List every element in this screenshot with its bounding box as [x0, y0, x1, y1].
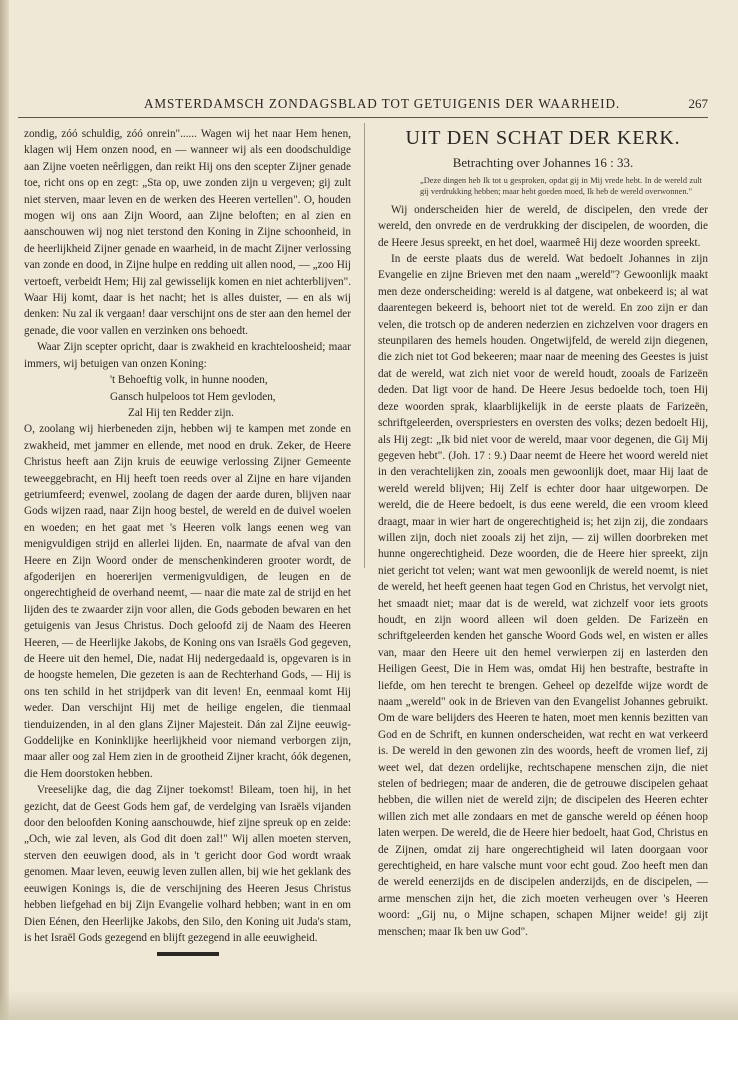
column-divider: [364, 123, 365, 568]
psalm-verse: [24, 372, 351, 421]
left-paragraph-2: Waar Zijn scepter opricht, daar is zwakheid en krachteloosheid; maar immers, wij betuigen van onzen Koning:: [24, 341, 351, 370]
page-bottom-shade: [0, 990, 738, 1020]
header-rule: [18, 117, 708, 118]
verse-line: Gansch hulpeloos tot Hem gevloden,: [110, 390, 276, 403]
left-paragraph-4: Vreeselijke dag, die dag Zijner toekomst! Bileam, toen hij, in het gezicht, dat de Geest Gods hem gaf, de verdelging van Israëls vijanden door den beloofden Koning aanschouwde, hief zijne spreuk op en zeide: „Och, wie zal leven, als God dit doen zal!" Wij allen moeten sterven, sterven den eeuwigen dood, als in 't gericht door God wordt wraak genomen. Maar leven, eeuwig leven zullen allen, bij wie het geklank des eeuwigen Konings is, die de verschijning des Heeren Jesus Christus hebben liefgehad en bij Zijn Evangelie volhard hebben; want in en om Dien Eénen, den Heerlijke Jakobs, den Silo, den Koning uit Juda's stam, is het Israël Gods gezegend en blijft gezegend in alle eeuwigheid.: [24, 784, 351, 944]
article-subtitle: Betrachting over Johannes 16 : 33.: [452, 155, 634, 170]
right-paragraph-1: Wij onderscheiden hier de wereld, de discipelen, den vrede der wereld, den onvrede en de verdrukking der discipelen, de woorden, die de Heere Jesus spreekt, en het doel, waarmeê Hij deze woorden spreekt.: [378, 203, 708, 249]
running-title: AMSTERDAMSCH ZONDAGSBLAD TOT GETUIGENIS DER WAARHEID.: [144, 96, 621, 111]
left-column: [24, 126, 351, 956]
left-paragraph-1: zondig, zóó schuldig, zóó onrein"...... Wagen wij het naar Hem henen, klagen wij Hem onzen nood, en — wanneer wij als een doodschuldige aan Zijne voeten neêrliggen, dan reikt Hij ons den scepter Zijner genade toe, richt ons op en zegt: „Sta op, uwe zonden zijn u vergeven; gij zult niet sterven, maar leven en de werken des Heeren vertellen". O, houden mogen wij ons aan Zijn Woord, aan Zijne beloften; en al zien en aanschouwen wij nog niet terstond den Koning in Zijne schoonheid, in de heerlijkheid Zijner genade en waarheid, in de macht Zijner verlossing van zonde en dood, in Zijne hulpe en redding uit allen nood, — „zoo Hij vertoeft, verbeidt Hem; Hij zal gewisselijk komen en niet achterblijven". Waar Hij komt, daar is het nacht; het is alles duister, — en als wij denken: Nu zal ik vergaan! daar verschijnt ons de ster aan den hemel der genade, die voor vallen en verzinken ons behoedt.: [24, 128, 351, 337]
verse-line: Zal Hij ten Redder zijn.: [128, 406, 234, 419]
page-header: [18, 96, 708, 116]
page-binding-shadow: [0, 0, 9, 1020]
page-number: 267: [688, 96, 708, 111]
right-paragraph-2: In de eerste plaats dus de wereld. Wat bedoelt Johannes in zijn Evangelie en zijne Brieven met den naam „wereld"? Gewoonlijk maakt men deze onderscheiding: wereld is al datgene, wat onbekeerd is; al wat daarentegen bekeerd is, behoort niet tot de wereld. En zoo zijn er dan velen, die trotsch op de anderen nederzien en zichzelven voor dragers en steunpilaren des hemels houden. Ongetwijfeld, de wereld zijn diegenen, die zich niet tot God bekeeren; maar naar de meening des Geestes is juist dat de wereld, wat zich niet voor de wereld houdt, zooals de Farizeën deden. Dat ligt voor de hand. De Heere Jesus bedoelde toch, toen Hij deze woorden sprak, klaarblijkelijk in de eerste plaats de Farizeën, schriftgeleerden, overspriesters en oversten des volks; dezen bedoelt Hij, als Hij zegt: „Ik bid niet voor de wereld, maar voor degenen, die Gij Mij gegeven hebt". (Joh. 17 : 9.) Daar neemt de Heere het woord wereld niet in den verachtelijken zin, zooals men gewoonlijk doet, maar Hij laat de wereld wereld blijven; Hij Zelf is echter door haar uitgeworpen. De wereld, die de Heere bedoelt, is dus eene wereld, die een vroom kleed draagt, maar in wier hart de ongerechtigheid is; het zijn zij, die zondaars willen zijn, doch niet zooals zij het zijn, — zij willen doorbreken met hunne ongerechtigheid. Deze woorden, die de Heere hier spreekt, zijn niet gericht tot velen; want wat men gewoonlijk de wereld noemt, is niet de wereld, het heeft geenen haat tegen God en Christus, het vervolgt niet, het smaadt niet; maar dat is de wereld, wat zichzelf voor iets groots houdt, en zijn woord alleen wil doen gelden. De Farizeën en schriftgeleerden kenden het gansche Woord Gods wel, en wisten er alles van, maar den Heere uit den hemel verwierpen zij en lasterden den Heiligen Geest, Die in Hem was, omdat Hij hen bestrafte, bestrafte in liefde, om hen terecht te brengen. Geheel op dezelfde wijze wordt de naam „wereld" ook in de Brieven van den Evangelist Johannes gebruikt. Om de ware belijders des Heeren te haten, moet men kennis bezitten van God en de Schrift, en kunnen onderscheiden, wat recht en wat verkeerd is. De wereld in den gewonen zin des woords, heeft de vromen lief, zij weet wel, dat dezen ordelijke, rechtschapene menschen zijn, die niet stelen of bedriegen; maar de anderen, die de getrouwe discipelen gehaat hebben, die willen niet de wereld zijn; de discipelen des Heeren echter willen zich met alle zondaars en met de gansche wereld op éénen hoop laten werpen. De wereld, die de Heere hier bedoelt, haat God, Christus en de Zijnen, omdat zij hare ongerechtigheid wil laten doorgaan voor gerechtigheid, en hare valsche munt voor echt goud. Zoo heeft men dan de wereld eenerzijds en de discipelen anderzijds, en de discipelen, — arme menschen zijn het, die zich moeten verheugen over 's Heeren woord: „Gij nu, o Mijne schapen, schapen Mijner weide! gij zijt menschen; maar Ik ben uw God".: [378, 253, 708, 938]
verse-line: 't Behoeftig volk, in hunne nooden,: [110, 374, 268, 387]
left-paragraph-3: O, zoolang wij hierbeneden zijn, hebben wij te kampen met zonde en zwakheid, met jammer en ellende, met nood en druk. Zeker, de Heere Christus heeft aan Zijn kruis de eeuwige verlossing Zijner Gemeente teweeggebracht, en Hij heeft toen reeds over al Zijne en hare vijanden getriumfeerd; evenwel, zoolang de dagen der aarde duren, blijven naar Gods wijzen raad, naar Zijn hoog bestel, de wereld en de duivel woelen en woeden; en het gaat met 's Heeren volk langs eenen weg van menigvuldigen strijd en allerlei lijden. En, naarmate de afval van den Heere en Zijn Woord onder de menschenkinderen grooter wordt, de afgoderijen en hoererijen vermenigvuldigen, de leugen en de ongerechtigheid de overhand neemt, — naar die mate zal de strijd en het lijden des te zwaarder zijn voor allen, die Gods geboden bewaren en het getuigenis van Jesus Christus. Doch geloofd zij de Naam des Heeren Heeren, — de Heerlijke Jakobs, de Koning ons van Israëls God gegeven, de Heere uit den hemel, Die, nadat Hij nedergedaald is, opgevaren is in de hoogste hemelen, Die gezeten is aan de Rechterhand Gods, — Hij is ons ten schild in het strijdperk van dit leven! En, eenmaal komt Hij weder. Dan verschijnt Hij met de heilige engelen, die tienmaal tienduizenden, in al den glans Zijner Majesteit. Dán zal Zijne eeuwig-Goddelijke en Koninklijke heerlijkheid voor niemand verborgen zijn, maar aller oog zal Hem zien in de grootheid Zijner kracht, óók degenen, die Hem doorstoken hebben.: [24, 423, 351, 780]
right-column: [378, 126, 708, 940]
end-of-article-rule: [157, 952, 219, 956]
article-title: UIT DEN SCHAT DER KERK.: [405, 127, 681, 149]
scripture-epigraph: „Deze dingen heb Ik tot u gesproken, opdat gij in Mij vrede hebt. In de wereld zult gij verdrukking hebben; maar hebt goeden moed, Ik heb de wereld overwonnen.": [420, 176, 702, 197]
